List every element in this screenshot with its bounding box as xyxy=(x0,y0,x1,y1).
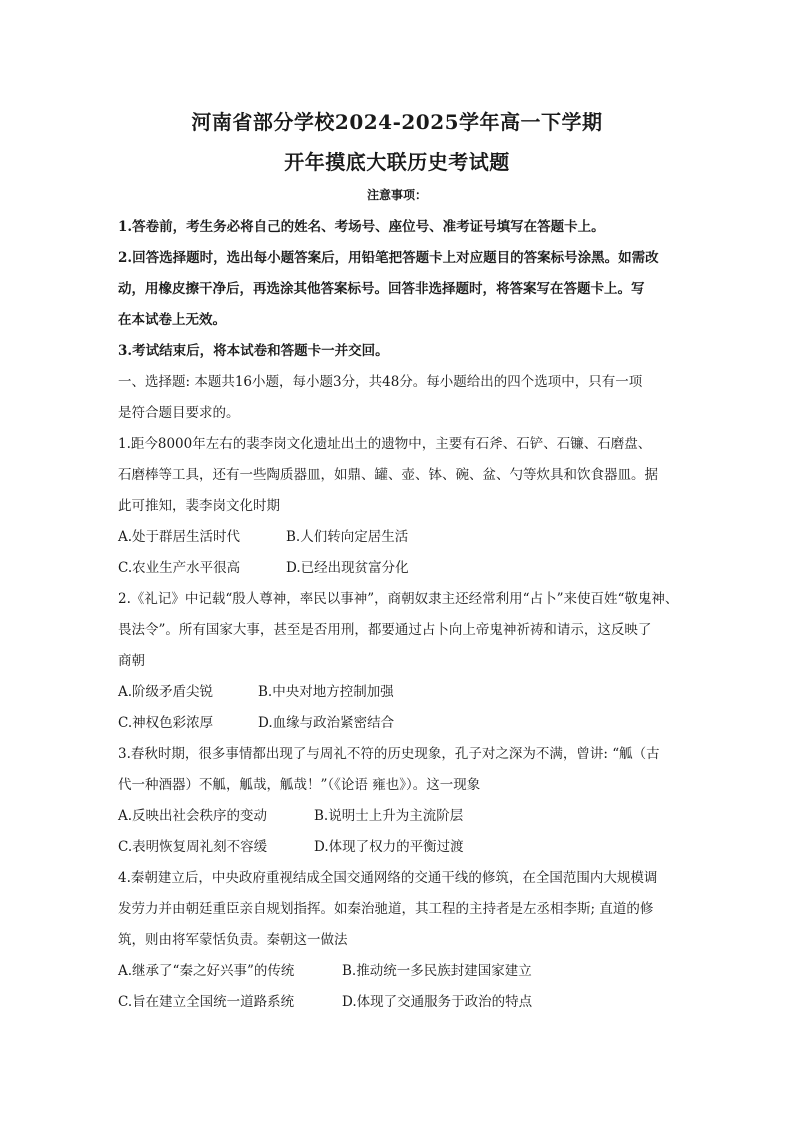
notice-item-2-line1: 2.回答选择题时，选出每小题答案后，用铅笔把答题卡上对应题目的答案标号涂黑。如需改 xyxy=(118,250,659,266)
question-1-option-b: B.人们转向定居生活 xyxy=(286,529,409,545)
question-1-options-row1 xyxy=(118,522,684,553)
question-4-option-d: D.体现了交通服务于政治的特点 xyxy=(342,994,533,1010)
question-2-stem-line2: 畏法令”。所有国家大事，甚至是否用刑，都要通过占卜向上帝鬼神祈祷和请示，这反映了 xyxy=(118,622,652,638)
notice-item-1: 1.答卷前，考生务必将自己的姓名、考场号、座位号、准考证号填写在答题卡上。 xyxy=(118,219,605,235)
question-3-option-c: C.表明恢复周礼刻不容缓 xyxy=(118,839,268,855)
question-4-stem-line2: 发劳力并由朝廷重臣亲自规划指挥。如秦治驰道，其工程的主持者是左丞相李斯; 直道的修 xyxy=(118,901,654,917)
notice-item-2-line2: 动，用橡皮擦干净后，再选涂其他答案标号。回答非选择题时，将答案写在答题卡上。写 xyxy=(118,281,645,297)
question-4-option-c: C.旨在建立全国统一道路系统 xyxy=(118,994,295,1010)
question-3-option-b: B.说明士上升为主流阶层 xyxy=(314,808,464,824)
question-3-stem-line1: 3.春秋时期，很多事情都出现了与周礼不符的历史现象，孔子对之深为不满，曾讲: “觚（古 xyxy=(118,746,660,762)
section-instruction-line2: 是符合题目要求的。 xyxy=(118,405,240,421)
question-4-stem-line1: 4.秦朝建立后，中央政府重视结成全国交通网络的交通干线的修筑，在全国范围内大规模调 xyxy=(118,870,658,886)
notice-item-2-line3: 在本试卷上无效。 xyxy=(118,312,226,328)
question-4-option-b: B.推动统一多民族封建国家建立 xyxy=(342,963,532,979)
question-2-options-row2 xyxy=(118,708,684,739)
question-1-option-d: D.已经出现贫富分化 xyxy=(286,560,409,576)
exam-title-line1: 河南省部分学校2024-2025学年高一下学期 xyxy=(191,110,603,134)
question-4-option-a: A.继承了“秦之好兴事”的传统 xyxy=(118,963,295,979)
exam-title-line2: 开年摸底大联历史考试题 xyxy=(284,150,510,174)
question-3-options-row1 xyxy=(118,801,684,832)
question-3-options-row2 xyxy=(118,832,684,863)
notice-item-3: 3.考试结束后，将本试卷和答题卡一并交回。 xyxy=(118,343,389,359)
question-2-stem-line3: 商朝 xyxy=(118,653,145,669)
question-1-stem-line3: 此可推知，裴李岗文化时期 xyxy=(118,498,280,514)
section-instruction-line1: 一、选择题: 本题共16小题，每小题3分，共48分。每小题给出的四个选项中，只有一项 xyxy=(118,374,643,390)
question-1-option-c: C.农业生产水平很高 xyxy=(118,560,241,576)
question-3-stem-line2: 代一种酒器）不觚，觚哉，觚哉！”（《论语 雍也》）。这一现象 xyxy=(118,777,481,793)
question-2-options-row1 xyxy=(118,677,684,708)
question-1-stem-line1: 1.距今8000年左右的裴李岗文化遗址出土的遗物中，主要有石斧、石铲、石镰、石磨盘、 xyxy=(118,436,652,452)
question-4-options-row2 xyxy=(118,987,684,1018)
question-3-option-a: A.反映出社会秩序的变动 xyxy=(118,808,268,824)
question-2-option-b: B.中央对地方控制加强 xyxy=(258,684,394,700)
question-1-options-row2 xyxy=(118,553,684,584)
question-2-option-d: D.血缘与政治紧密结合 xyxy=(258,715,395,731)
question-2-option-a: A.阶级矛盾尖锐 xyxy=(118,684,214,700)
exam-body xyxy=(118,212,684,1018)
question-1-option-a: A.处于群居生活时代 xyxy=(118,529,241,545)
question-2-option-c: C.神权色彩浓厚 xyxy=(118,715,214,731)
question-2-stem-line1: 2.《礼记》中记载“殷人尊神，率民以事神”，商朝奴隶主还经常利用“占卜”来使百姓“敬鬼神、 xyxy=(118,591,679,607)
question-4-stem-line3: 筑，则由将军蒙恬负责。秦朝这一做法 xyxy=(118,932,348,948)
question-3-option-d: D.体现了权力的平衡过渡 xyxy=(314,839,464,855)
question-1-stem-line2: 石磨棒等工具，还有一些陶质器皿，如鼎、罐、壶、钵、碗、盆、勺等炊具和饮食器皿。据 xyxy=(118,467,658,483)
question-4-options-row1 xyxy=(118,956,684,987)
notice-heading: 注意事项： xyxy=(366,188,427,202)
